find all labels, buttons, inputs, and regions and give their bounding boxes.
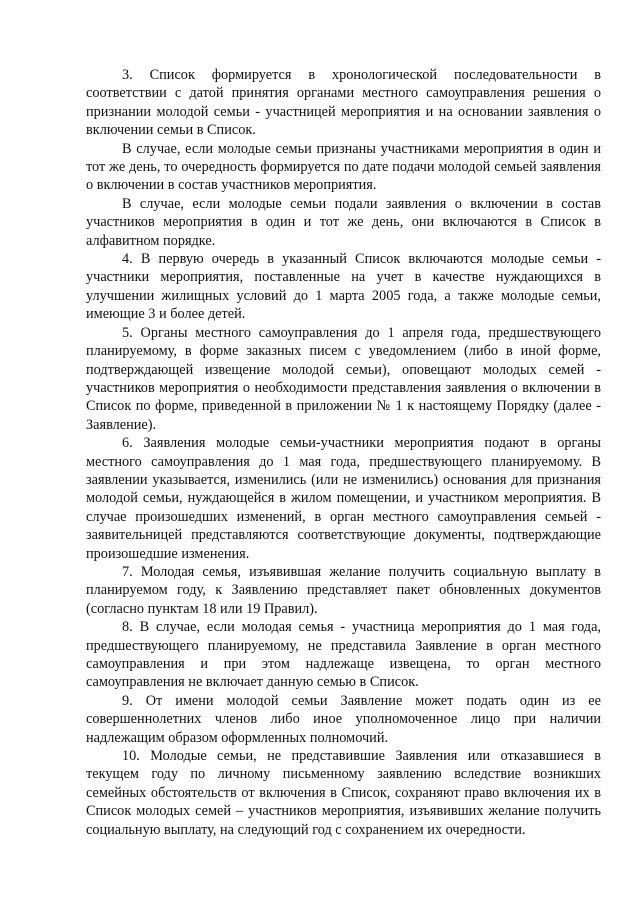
paragraph-4: 4. В первую очередь в указанный Список включаются молодые семьи - участники мероприятия, поставленные на учет в качестве нуждающихся в улучшении жилищных условий до 1 марта 2005 года, а также молодые семьи, имеющие 3 и более детей. bbox=[86, 251, 601, 323]
paragraph-7: 7. Молодая семья, изъявившая желание получить социальную выплату в планируемом году, к Заявлению представляет пакет обновленных документов (согласно пунктам 18 или 19 Правил). bbox=[86, 563, 601, 617]
paragraph-same-day-recognition: В случае, если молодые семьи признаны участниками мероприятия в один и тот же день, то очередность формируется по дате подачи молодой семьей заявления о включении в состав участников мероприятия. bbox=[86, 140, 601, 194]
paragraph-3: 3. Список формируется в хронологической последовательности в соответствии с датой принятия органами местного самоуправления решения о признании молодой семьи - участницей мероприятия и на основании заявления о включении семьи в Список. bbox=[86, 67, 601, 139]
paragraph-9: 9. От имени молодой семьи Заявление может подать один из ее совершеннолетних членов либо иное уполномоченное лицо при наличии надлежащим образом оформленных полномочий. bbox=[86, 692, 601, 746]
document-body bbox=[86, 66, 601, 839]
paragraph-5: 5. Органы местного самоуправления до 1 апреля года, предшествующего планируемому, в форме заказных писем с уведомлением (либо в иной форме, подтверждающей извещение молодой семьи), оповещают молодых семей - участников мероприятия о необходимости представления заявления о включении в Список по форме, приведенной в приложении № 1 к настоящему Порядку (далее - Заявление). bbox=[86, 324, 601, 433]
paragraph-same-day-application: В случае, если молодые семьи подали заявления о включении в состав участников мероприятия в один и тот же день, они включаются в Список в алфавитном порядке. bbox=[86, 195, 601, 249]
paragraph-6: 6. Заявления молодые семьи-участники мероприятия подают в органы местного самоуправления до 1 мая года, предшествующего планируемому. В заявлении указывается, изменились (или не изменились) основания для признания молодой семьи, нуждающейся в жилом помещении, и участником мероприятия. В случае произошедших изменений, в орган местного самоуправления семьей - заявительницей представляются соответствующие документы, подтверждающие произошедшие изменения. bbox=[86, 435, 601, 562]
paragraph-10: 10. Молодые семьи, не представившие Заявления или отказавшиеся в текущем году по личному письменному заявлению вследствие возникших семейных обстоятельств от включения в Список, сохраняют право включения их в Список молодых семей – участников мероприятия, изъявивших желание получить социальную выплату, на следующий год с сохранением их очередности. bbox=[86, 748, 601, 838]
paragraph-8: 8. В случае, если молодая семья - участница мероприятия до 1 мая года, предшествующего планируемому, не представила Заявление в орган местного самоуправления и при этом надлежаще извещена, то орган местного самоуправления не включает данную семью в Список. bbox=[86, 619, 601, 691]
